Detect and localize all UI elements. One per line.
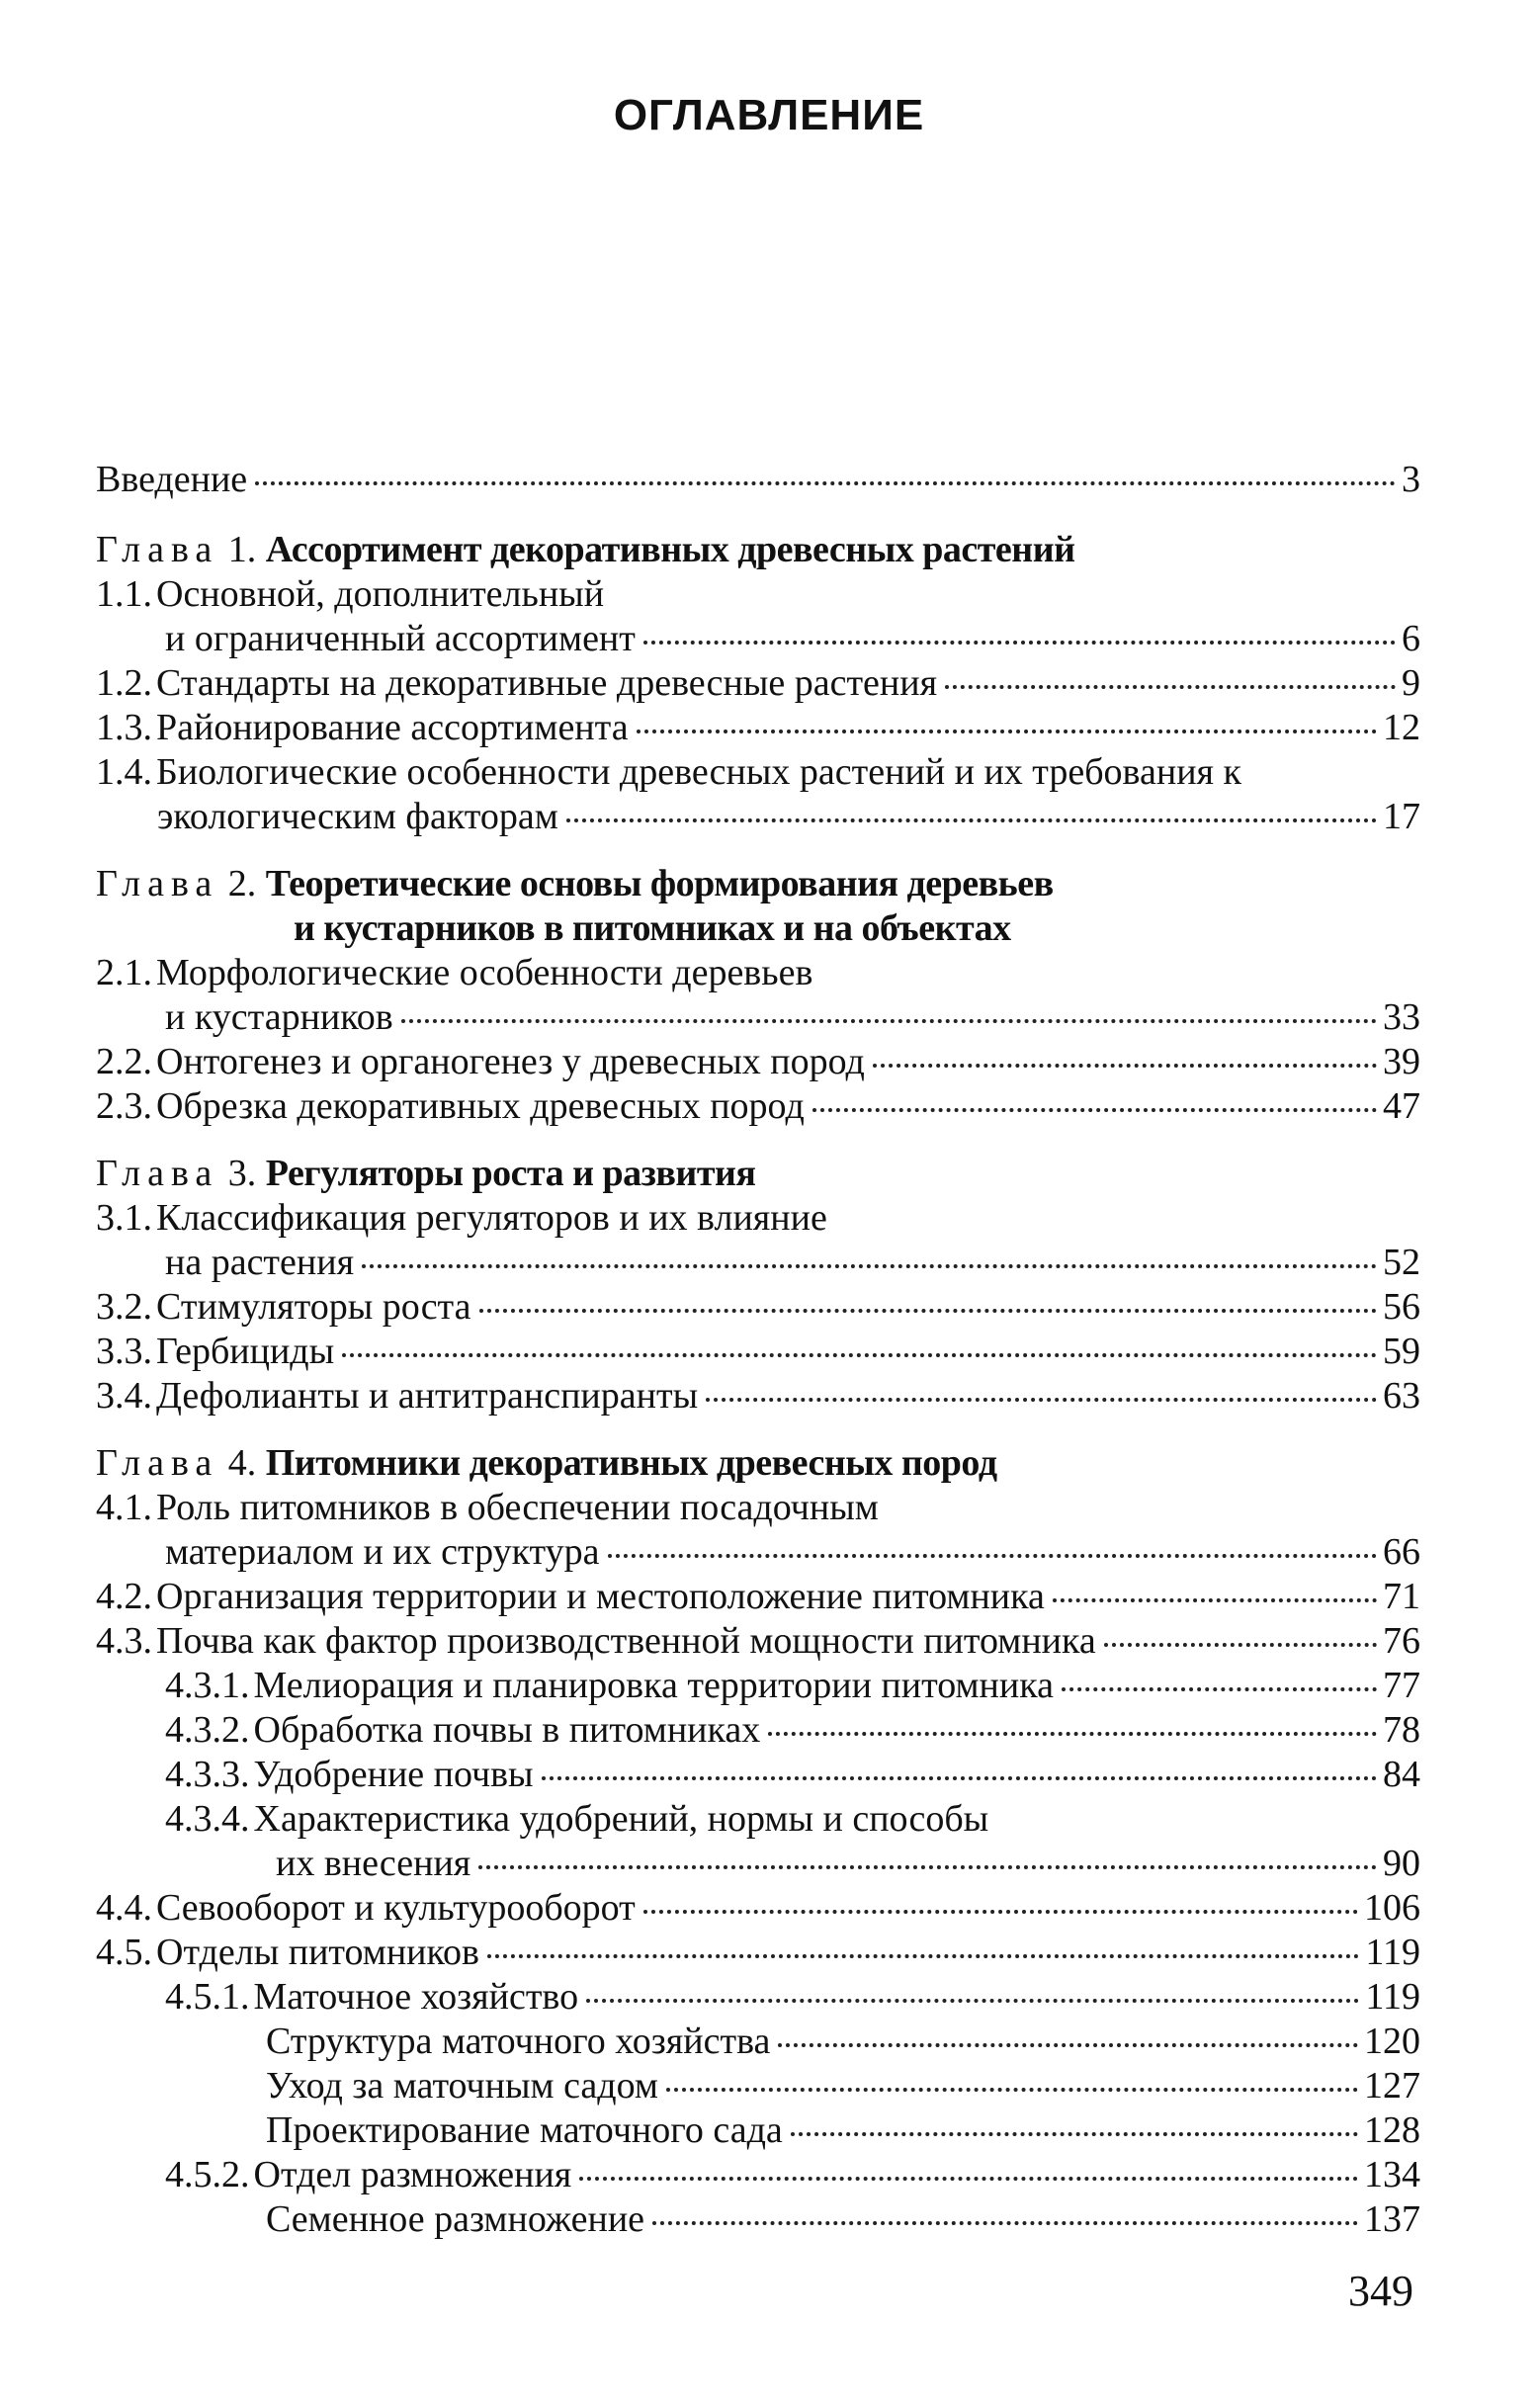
toc-entry-3-4[interactable]: 3.4. Дефолианты и антитранспиранты 63 [96, 1375, 1420, 1417]
toc-entry-1-1[interactable]: 1.1. Основной, дополнительный [96, 573, 605, 615]
toc-entry-1-1-cont[interactable]: и ограниченный ассортимент 6 [165, 618, 1420, 659]
toc-entry-4-1[interactable]: 4.1. Роль питомников в обеспечении посадочным [96, 1487, 879, 1528]
toc-entry-2-1[interactable]: 2.1. Морфологические особенности деревьев [96, 952, 813, 993]
chapter-heading-1[interactable]: Глава 1. Ассортимент декоративных древесных растений [96, 529, 1075, 570]
chapter-heading-3[interactable]: Глава 3. Регуляторы роста и развития [96, 1153, 756, 1194]
toc-entry-2-1-cont[interactable]: и кустарников 33 [165, 996, 1420, 1038]
toc-entry-1-2[interactable]: 1.2. Стандарты на декоративные древесные растения 9 [96, 662, 1420, 704]
chapter-heading-2[interactable]: Глава 2. Теоретические основы формирования деревьев [96, 863, 1054, 904]
chapter-heading-2-cont: и кустарников в питомниках и на объектах [294, 907, 1011, 949]
page-title: ОГЛАВЛЕНИЕ [613, 91, 925, 139]
toc-entry-1-4[interactable]: 1.4. Биологические особенности древесных растений и их требования к [96, 751, 1241, 793]
toc-entry-4-5-2[interactable]: 4.5.2. Отдел размножения 134 [165, 2154, 1420, 2195]
toc-entry-4-4[interactable]: 4.4. Севооборот и культурооборот 106 [96, 1887, 1420, 1929]
toc-entry-4-2[interactable]: 4.2. Организация территории и местоположение питомника 71 [96, 1576, 1420, 1617]
toc-entry-4-5-1-c[interactable]: Проектирование маточного сада 128 [266, 2109, 1420, 2151]
toc-entry-4-5[interactable]: 4.5. Отделы питомников 119 [96, 1932, 1420, 1973]
toc-entry-4-3[interactable]: 4.3. Почва как фактор производственной мощности питомника 76 [96, 1620, 1420, 1662]
page-number: 349 [1348, 2267, 1413, 2315]
toc-entry-4-5-1-b[interactable]: Уход за маточным садом 127 [266, 2065, 1420, 2107]
chapter-heading-4[interactable]: Глава 4. Питомники декоративных древесных пород [96, 1442, 997, 1484]
toc-entry-2-3[interactable]: 2.3. Обрезка декоративных древесных пород 47 [96, 1085, 1420, 1127]
toc-entry-4-5-2-a[interactable]: Семенное размножение 137 [266, 2198, 1420, 2240]
toc-entry-2-2[interactable]: 2.2. Онтогенез и органогенез у древесных пород 39 [96, 1041, 1420, 1082]
toc-entry-4-3-4-cont[interactable]: их внесения 90 [276, 1843, 1420, 1884]
toc-entry-4-3-3[interactable]: 4.3.3. Удобрение почвы 84 [165, 1754, 1420, 1795]
toc-entry-3-3[interactable]: 3.3. Гербициды 59 [96, 1331, 1420, 1372]
toc-entry-3-1-cont[interactable]: на растения 52 [165, 1242, 1420, 1283]
toc-entry-1-3[interactable]: 1.3. Районирование ассортимента 12 [96, 707, 1420, 748]
toc-entry-4-3-4[interactable]: 4.3.4. Характеристика удобрений, нормы и способы [165, 1798, 989, 1840]
toc-entry-4-1-cont[interactable]: материалом и их структура 66 [165, 1531, 1420, 1573]
toc-entry-4-5-1-a[interactable]: Структура маточного хозяйства 120 [266, 2021, 1420, 2062]
toc-entry-4-5-1[interactable]: 4.5.1. Маточное хозяйство 119 [165, 1976, 1420, 2018]
toc-entry-3-2[interactable]: 3.2. Стимуляторы роста 56 [96, 1286, 1420, 1328]
toc-entry-1-4-cont[interactable]: экологическим факторам 17 [157, 796, 1420, 837]
toc-entry-3-1[interactable]: 3.1. Классификация регуляторов и их влияние [96, 1197, 827, 1239]
toc-entry-intro[interactable]: Введение 3 [96, 459, 1420, 500]
toc-entry-4-3-2[interactable]: 4.3.2. Обработка почвы в питомниках 78 [165, 1709, 1420, 1751]
toc-entry-4-3-1[interactable]: 4.3.1. Мелиорация и планировка территории питомника 77 [165, 1665, 1420, 1706]
